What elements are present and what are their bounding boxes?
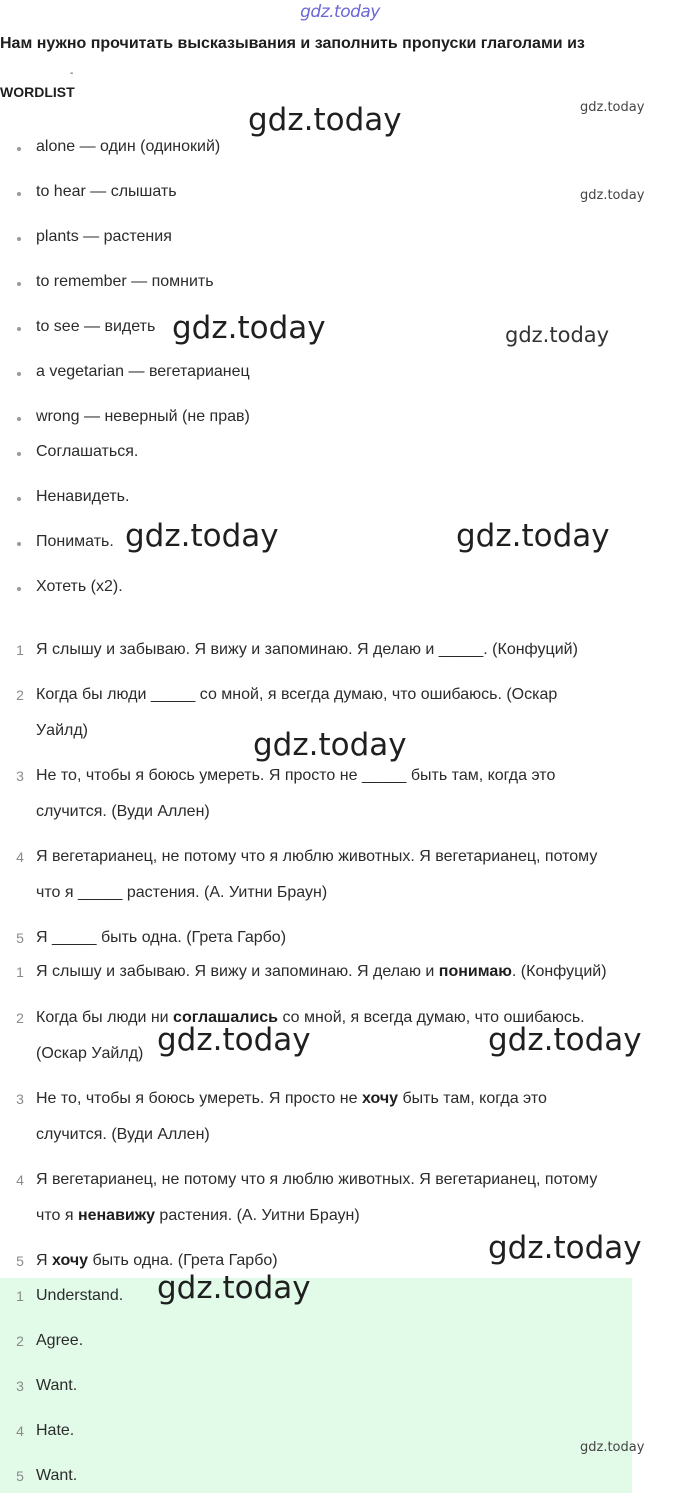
- bullet-icon: [17, 237, 21, 241]
- item-number: 1: [16, 1288, 24, 1304]
- intro-text: Нам нужно прочитать высказывания и заполнить пропуски глаголами из: [0, 35, 585, 52]
- item-number: 5: [16, 1468, 24, 1484]
- item-number: 3: [16, 1378, 24, 1394]
- section-title: WORDLIST: [0, 84, 75, 100]
- watermark: gdz.today: [172, 310, 326, 346]
- item-number: 4: [16, 1172, 24, 1188]
- bullet-icon: [17, 327, 21, 331]
- bullet-icon: [17, 282, 21, 286]
- bullet-icon: [17, 417, 21, 421]
- watermark: gdz.today: [157, 1270, 311, 1306]
- watermark: gdz.today: [580, 100, 645, 115]
- watermark: gdz.today: [125, 518, 279, 554]
- watermark: gdz.today: [580, 1440, 645, 1455]
- item-number: 5: [16, 930, 24, 946]
- item-number: 2: [16, 1333, 24, 1349]
- site-logo[interactable]: gdz.today: [300, 2, 380, 22]
- item-number: 4: [16, 1423, 24, 1439]
- bullet-icon: [17, 452, 21, 456]
- item-number: 1: [16, 964, 24, 980]
- watermark: gdz.today: [248, 102, 402, 138]
- watermark: gdz.today: [580, 188, 645, 203]
- item-number: 5: [16, 1253, 24, 1269]
- item-number: 2: [16, 687, 24, 703]
- watermark: gdz.today: [253, 727, 407, 763]
- watermark: gdz.today: [488, 1230, 642, 1266]
- item-number: 1: [16, 642, 24, 658]
- bullet-icon: [17, 497, 21, 501]
- bullet-icon: [17, 147, 21, 151]
- watermark: gdz.today: [456, 518, 610, 554]
- item-text: Я слышу и забываю. Я вижу и запоминаю. Я делаю и _____. (Конфуций): [36, 641, 578, 658]
- item-number: 4: [16, 849, 24, 865]
- watermark: gdz.today: [505, 323, 610, 347]
- answers-block: 1 Understand. 2 Agree. 3 Want. 4 Hate. 5 Want.: [0, 1278, 632, 1493]
- item-number: 2: [16, 1010, 24, 1026]
- watermark: gdz.today: [488, 1022, 642, 1058]
- bullet-icon: [17, 372, 21, 376]
- item-number: 3: [16, 1091, 24, 1107]
- item-number: 3: [16, 768, 24, 784]
- watermark: gdz.today: [157, 1022, 311, 1058]
- bullet-icon: [17, 587, 21, 591]
- bullet-icon: [17, 542, 21, 546]
- tiny-mark: -: [70, 68, 74, 79]
- bullet-icon: [17, 192, 21, 196]
